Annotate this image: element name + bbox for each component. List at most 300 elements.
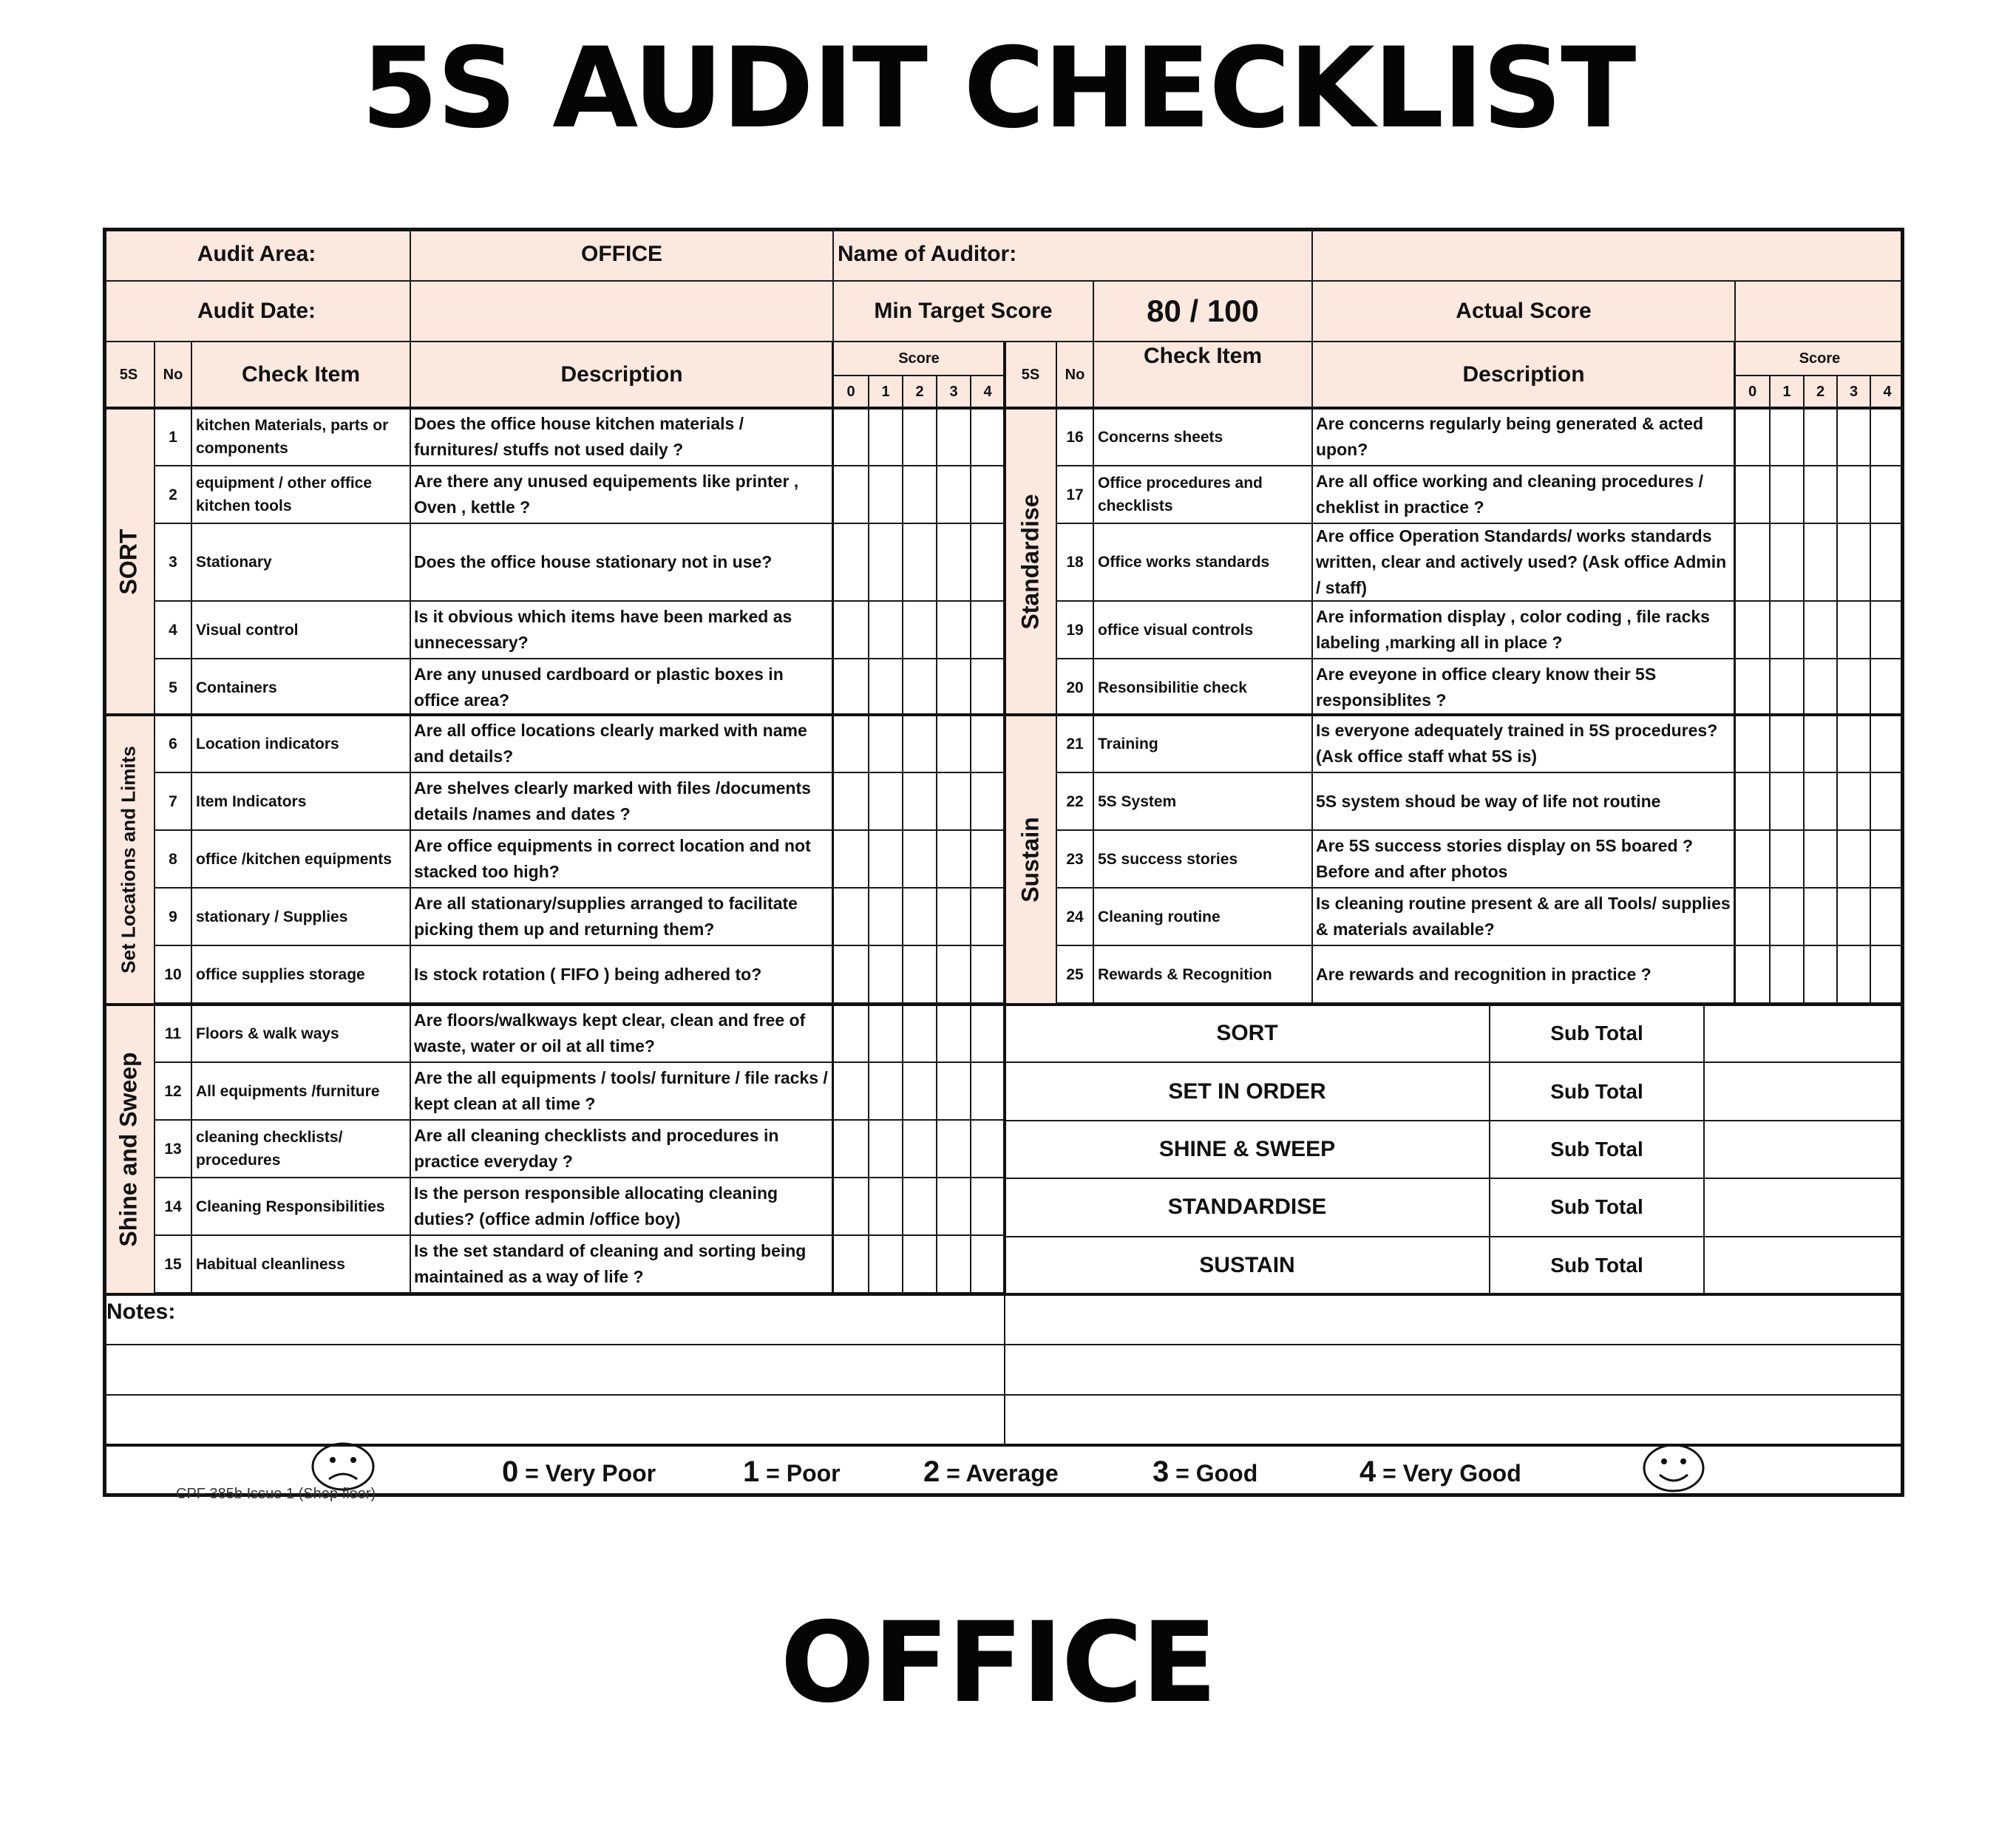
- check-item: [191, 945, 410, 1003]
- check-item: [191, 659, 410, 716]
- check-item: [191, 715, 410, 772]
- item-description-text: Are the all equipments / tools/ furniture / file racks / kept clean at all time ?: [414, 1068, 828, 1113]
- item-description-text: Are concerns regularly being generated & acted upon?: [1316, 414, 1704, 459]
- score-cell-3[interactable]: [1837, 888, 1870, 945]
- form-code: CPF 385b Issue 1 (Shop floor): [176, 1486, 376, 1502]
- score-cell-0[interactable]: [1735, 659, 1770, 716]
- item-no: [1056, 408, 1093, 466]
- check-item: [191, 830, 410, 888]
- subtotal-section: [1005, 1121, 1490, 1178]
- notes-row-1-right[interactable]: [1005, 1294, 1904, 1345]
- score-level-1-right: 1: [1770, 376, 1804, 408]
- item-description-text: Is the person responsible allocating cleaning duties? (office admin /office boy): [414, 1183, 778, 1229]
- score-cell-2[interactable]: [903, 945, 937, 1003]
- audit-date-label: Audit Date:: [103, 281, 410, 342]
- score-cell-0[interactable]: [1735, 830, 1770, 888]
- check-item: [1093, 830, 1312, 888]
- item-description-text: Are information display , color coding , file racks labeling ,marking all in place ?: [1316, 607, 1710, 652]
- subtotal-section: [1005, 1178, 1490, 1236]
- item-no-text: 12: [164, 1082, 182, 1100]
- score-cell-2[interactable]: [903, 1005, 937, 1062]
- check-item-text: Location indicators: [196, 735, 339, 753]
- section-label: SORT: [115, 529, 142, 594]
- score-cell-3[interactable]: [937, 1235, 971, 1293]
- score-cell-1[interactable]: [869, 601, 903, 659]
- score-cell-2[interactable]: [903, 830, 937, 888]
- score-cell-4[interactable]: [971, 1235, 1005, 1293]
- score-cell-0[interactable]: [1735, 888, 1770, 945]
- section-sort: [103, 408, 155, 715]
- item-description: [410, 772, 833, 830]
- score-cell-4[interactable]: [1870, 715, 1904, 772]
- item-no-text: 18: [1066, 554, 1084, 571]
- item-no-text: 21: [1066, 735, 1084, 753]
- score-cell-1[interactable]: [869, 1062, 903, 1120]
- score-cell-0[interactable]: [833, 1235, 869, 1293]
- subtotal-label: [1490, 1121, 1704, 1178]
- item-no-text: 10: [164, 965, 182, 983]
- score-cell-0[interactable]: [1735, 772, 1770, 830]
- item-description-text: Are all office working and cleaning procedures / cheklist in practice ?: [1316, 472, 1704, 517]
- check-item-text: kitchen Materials, parts or components: [196, 417, 389, 457]
- score-cell-2[interactable]: [903, 466, 937, 523]
- subtotal-value[interactable]: [1704, 1005, 1904, 1062]
- score-cell-3[interactable]: [937, 715, 971, 772]
- score-cell-0[interactable]: [1735, 408, 1770, 466]
- score-cell-3[interactable]: [937, 772, 971, 830]
- check-item-text: office visual controls: [1098, 621, 1254, 639]
- score-cell-0[interactable]: [833, 1120, 869, 1178]
- score-cell-0[interactable]: [833, 830, 869, 888]
- check-item: [1093, 945, 1312, 1003]
- score-cell-1[interactable]: [869, 945, 903, 1003]
- score-cell-4[interactable]: [971, 466, 1005, 523]
- score-cell-3[interactable]: [1837, 523, 1870, 601]
- subtotal-section-text: STANDARDISE: [1167, 1195, 1327, 1220]
- check-item: [191, 1005, 410, 1062]
- item-description: [1312, 772, 1735, 830]
- score-cell-0[interactable]: [833, 945, 869, 1003]
- score-cell-1[interactable]: [869, 408, 903, 466]
- item-description-text: Are there any unused equipements like printer , Oven , kettle ?: [414, 472, 799, 517]
- score-cell-3[interactable]: [937, 659, 971, 716]
- check-item-text: Concerns sheets: [1098, 428, 1223, 446]
- score-cell-2[interactable]: [1804, 772, 1837, 830]
- auditor-label: Name of Auditor:: [833, 228, 1312, 281]
- item-no: [155, 1178, 191, 1235]
- score-level-0-right: 0: [1735, 376, 1770, 408]
- score-cell-2[interactable]: [903, 715, 937, 772]
- score-cell-1[interactable]: [1770, 523, 1804, 601]
- score-cell-4[interactable]: [971, 945, 1005, 1003]
- item-description: [410, 888, 833, 945]
- item-no: [155, 715, 191, 772]
- check-item-text: Cleaning routine: [1098, 908, 1221, 925]
- item-description-text: Are 5S success stories display on 5S boared ? Before and after photos: [1316, 836, 1694, 881]
- subtotal-section-text: SHINE & SWEEP: [1158, 1136, 1336, 1161]
- item-no: [1056, 659, 1093, 716]
- score-cell-0[interactable]: [833, 408, 869, 466]
- section-sustain: [1005, 715, 1056, 1005]
- score-level-0-left: 0: [833, 376, 869, 408]
- item-description: [410, 601, 833, 659]
- item-no-text: 24: [1066, 908, 1084, 925]
- score-cell-4[interactable]: [1870, 408, 1904, 466]
- score-cell-1[interactable]: [1770, 888, 1804, 945]
- score-cell-1[interactable]: [1770, 408, 1804, 466]
- score-cell-1[interactable]: [1770, 945, 1804, 1003]
- score-cell-2[interactable]: [1804, 601, 1837, 659]
- item-description: [410, 1062, 833, 1120]
- score-cell-1[interactable]: [1770, 830, 1804, 888]
- score-cell-4[interactable]: [971, 601, 1005, 659]
- item-no: [1056, 715, 1093, 772]
- score-cell-1[interactable]: [869, 1005, 903, 1062]
- score-cell-0[interactable]: [833, 523, 869, 601]
- item-description: [1312, 888, 1735, 945]
- score-cell-1[interactable]: [1770, 601, 1804, 659]
- check-item-text: Stationary: [196, 554, 272, 571]
- score-cell-4[interactable]: [1870, 945, 1904, 1003]
- item-description-text: Are all cleaning checklists and procedures in practice everyday ?: [414, 1126, 779, 1171]
- check-item: [191, 408, 410, 466]
- score-level-3-left: 3: [937, 376, 971, 408]
- score-cell-1[interactable]: [869, 1120, 903, 1178]
- item-no-text: 6: [169, 735, 177, 753]
- subtotal-section-text: SET IN ORDER: [1168, 1078, 1326, 1104]
- item-description: [410, 830, 833, 888]
- subtotal-section: [1005, 1062, 1490, 1120]
- score-cell-4[interactable]: [1870, 659, 1904, 716]
- notes-row-1-left[interactable]: [103, 1294, 1005, 1345]
- score-cell-3[interactable]: [937, 888, 971, 945]
- score-cell-3[interactable]: [1837, 659, 1870, 716]
- score-cell-2[interactable]: [1804, 659, 1837, 716]
- score-cell-0[interactable]: [833, 1005, 869, 1062]
- subtotal-label: [1490, 1178, 1704, 1236]
- subtotal-section: [1005, 1005, 1490, 1062]
- legend-3: 3 = Good: [1153, 1455, 1258, 1488]
- notes-row-3-left[interactable]: [103, 1395, 1005, 1445]
- item-no-text: 1: [169, 428, 177, 446]
- section-set-locations: [103, 715, 155, 1005]
- item-no-text: 15: [164, 1255, 182, 1273]
- score-cell-4[interactable]: [971, 1178, 1005, 1235]
- check-item: [1093, 659, 1312, 716]
- score-cell-0[interactable]: [833, 601, 869, 659]
- score-cell-4[interactable]: [971, 772, 1005, 830]
- score-level-2-left: 2: [903, 376, 937, 408]
- notes-row-2-right[interactable]: [1005, 1345, 1904, 1395]
- score-cell-3[interactable]: [937, 408, 971, 466]
- item-description: [1312, 601, 1735, 659]
- check-item-text: equipment / other office kitchen tools: [196, 475, 373, 514]
- score-level-3-right: 3: [1837, 376, 1870, 408]
- score-level-2-right: 2: [1804, 376, 1837, 408]
- score-cell-2[interactable]: [1804, 408, 1837, 466]
- check-item-text: 5S success stories: [1098, 850, 1238, 868]
- col-score-left: Score: [833, 342, 1005, 376]
- score-cell-3[interactable]: [1837, 945, 1870, 1003]
- score-cell-4[interactable]: [971, 523, 1005, 601]
- score-cell-0[interactable]: [833, 659, 869, 716]
- item-no: [155, 1235, 191, 1293]
- check-item-text: Habitual cleanliness: [196, 1255, 345, 1273]
- score-level-4-left: 4: [971, 376, 1005, 408]
- score-cell-0[interactable]: [1735, 466, 1770, 523]
- subtotal-section: [1005, 1237, 1490, 1294]
- score-cell-1[interactable]: [869, 888, 903, 945]
- score-cell-3[interactable]: [937, 466, 971, 523]
- check-item-text: office /kitchen equipments: [196, 850, 392, 868]
- check-item-text: stationary / Supplies: [196, 908, 348, 925]
- score-cell-0[interactable]: [833, 715, 869, 772]
- check-item-text: Cleaning Responsibilities: [196, 1198, 385, 1215]
- score-cell-2[interactable]: [903, 408, 937, 466]
- score-cell-3[interactable]: [1837, 830, 1870, 888]
- score-cell-0[interactable]: [833, 888, 869, 945]
- actual-score-label: Actual Score: [1312, 281, 1735, 342]
- score-cell-3[interactable]: [937, 601, 971, 659]
- check-item-text: Item Indicators: [196, 792, 307, 810]
- item-description: [410, 523, 833, 601]
- item-no-text: 23: [1066, 850, 1084, 868]
- check-item: [1093, 466, 1312, 523]
- score-cell-2[interactable]: [1804, 830, 1837, 888]
- score-cell-4[interactable]: [1870, 772, 1904, 830]
- subtotal-label-text: Sub Total: [1550, 1253, 1643, 1277]
- page-title: 5S AUDIT CHECKLIST: [361, 24, 1635, 153]
- score-cell-2[interactable]: [1804, 888, 1837, 945]
- score-cell-1[interactable]: [869, 1178, 903, 1235]
- item-description: [1312, 523, 1735, 601]
- section-label: Standardise: [1016, 493, 1044, 630]
- score-cell-1[interactable]: [1770, 466, 1804, 523]
- score-cell-2[interactable]: [1804, 523, 1837, 601]
- score-cell-4[interactable]: [1870, 523, 1904, 601]
- col-score-right: Score: [1735, 342, 1904, 376]
- audit-area-label: Audit Area:: [103, 228, 410, 281]
- score-cell-2[interactable]: [903, 1178, 937, 1235]
- item-description-text: Are all stationary/supplies arranged to facilitate picking them up and returning them?: [414, 894, 798, 939]
- score-cell-4[interactable]: [971, 408, 1005, 466]
- item-no-text: 5: [169, 679, 177, 696]
- score-cell-1[interactable]: [869, 715, 903, 772]
- subtotal-value[interactable]: [1704, 1178, 1904, 1236]
- item-description: [410, 466, 833, 523]
- item-no: [155, 772, 191, 830]
- score-cell-1[interactable]: [869, 830, 903, 888]
- check-item-text: All equipments /furniture: [196, 1082, 380, 1100]
- score-cell-1[interactable]: [1770, 715, 1804, 772]
- score-cell-0[interactable]: [833, 1062, 869, 1120]
- notes-row-3-right[interactable]: [1005, 1395, 1904, 1445]
- score-cell-4[interactable]: [971, 659, 1005, 716]
- subtotal-section-text: SUSTAIN: [1199, 1252, 1295, 1277]
- check-item-text: Office works standards: [1098, 554, 1270, 571]
- score-cell-3[interactable]: [937, 523, 971, 601]
- item-description-text: Does the office house kitchen materials / furnitures/ stuffs not used daily ?: [414, 414, 744, 459]
- score-cell-3[interactable]: [937, 1062, 971, 1120]
- check-item-text: Rewards & Recognition: [1098, 965, 1272, 983]
- score-cell-1[interactable]: [1770, 659, 1804, 716]
- item-description-text: Is stock rotation ( FIFO ) being adhered to?: [414, 964, 762, 984]
- check-item-text: cleaning checklists/ procedures: [196, 1129, 343, 1169]
- item-description: [1312, 466, 1735, 523]
- score-cell-0[interactable]: [833, 466, 869, 523]
- subtotal-value[interactable]: [1704, 1237, 1904, 1294]
- audit-area-value[interactable]: OFFICE: [410, 228, 833, 281]
- check-item-text: Resonsibilitie check: [1098, 679, 1247, 696]
- section-label: Sustain: [1016, 817, 1044, 903]
- check-item: [1093, 772, 1312, 830]
- item-description: [410, 715, 833, 772]
- score-cell-4[interactable]: [1870, 601, 1904, 659]
- item-no: [155, 1005, 191, 1062]
- item-description: [410, 1005, 833, 1062]
- score-cell-3[interactable]: [1837, 772, 1870, 830]
- score-cell-3[interactable]: [1837, 408, 1870, 466]
- score-cell-3[interactable]: [1837, 466, 1870, 523]
- check-item: [191, 1120, 410, 1178]
- score-cell-2[interactable]: [903, 523, 937, 601]
- subtotal-value[interactable]: [1704, 1121, 1904, 1178]
- item-description-text: Are any unused cardboard or plastic boxes in office area?: [414, 665, 784, 710]
- subtotal-label: [1490, 1062, 1704, 1120]
- item-no-text: 14: [164, 1198, 182, 1215]
- score-cell-1[interactable]: [869, 659, 903, 716]
- check-item-text: office supplies storage: [196, 965, 365, 983]
- score-cell-4[interactable]: [1870, 830, 1904, 888]
- min-target-label: Min Target Score: [833, 281, 1093, 342]
- col-check-item-right: Check Item: [1093, 342, 1312, 408]
- auditor-value[interactable]: [1312, 228, 1904, 281]
- score-cell-3[interactable]: [937, 945, 971, 1003]
- item-description: [1312, 830, 1735, 888]
- item-no-text: 13: [164, 1140, 182, 1158]
- check-item: [1093, 408, 1312, 466]
- score-cell-0[interactable]: [1735, 945, 1770, 1003]
- score-cell-3[interactable]: [937, 830, 971, 888]
- score-cell-2[interactable]: [903, 659, 937, 716]
- score-cell-4[interactable]: [971, 1005, 1005, 1062]
- score-cell-4[interactable]: [971, 888, 1005, 945]
- audit-date-value[interactable]: [410, 281, 833, 342]
- score-cell-4[interactable]: [1870, 466, 1904, 523]
- score-cell-1[interactable]: [869, 772, 903, 830]
- check-item: [1093, 523, 1312, 601]
- actual-score-value[interactable]: [1735, 281, 1904, 342]
- item-description: [410, 1235, 833, 1293]
- score-cell-0[interactable]: [833, 1178, 869, 1235]
- score-cell-2[interactable]: [903, 601, 937, 659]
- item-description: [1312, 659, 1735, 716]
- score-cell-2[interactable]: [903, 888, 937, 945]
- score-cell-4[interactable]: [971, 1062, 1005, 1120]
- item-no: [155, 601, 191, 659]
- item-description-text: Is cleaning routine present & are all Tools/ supplies & materials available?: [1316, 894, 1731, 939]
- check-item-text: Visual control: [196, 621, 299, 639]
- score-cell-3[interactable]: [1837, 715, 1870, 772]
- check-item: [191, 466, 410, 523]
- score-cell-3[interactable]: [937, 1178, 971, 1235]
- item-no-text: 9: [169, 908, 177, 925]
- score-level-1-left: 1: [869, 376, 903, 408]
- section-label: Set Locations and Limits: [117, 746, 140, 974]
- check-item: [191, 888, 410, 945]
- score-cell-2[interactable]: [1804, 945, 1837, 1003]
- item-description: [1312, 715, 1735, 772]
- score-cell-2[interactable]: [903, 1120, 937, 1178]
- score-cell-4[interactable]: [971, 830, 1005, 888]
- score-cell-0[interactable]: [1735, 601, 1770, 659]
- score-cell-2[interactable]: [1804, 715, 1837, 772]
- item-no: [155, 1120, 191, 1178]
- score-cell-1[interactable]: [869, 466, 903, 523]
- score-cell-1[interactable]: [1770, 772, 1804, 830]
- subtotal-value[interactable]: [1704, 1062, 1904, 1120]
- check-item: [191, 1062, 410, 1120]
- check-item: [191, 1178, 410, 1235]
- item-description-text: Are shelves clearly marked with files /documents details /names and dates ?: [414, 778, 811, 823]
- item-no: [155, 408, 191, 466]
- score-cell-0[interactable]: [1735, 523, 1770, 601]
- audit-checklist-form: [103, 228, 1904, 1502]
- check-item: [191, 601, 410, 659]
- score-cell-4[interactable]: [971, 1120, 1005, 1178]
- happy-face-icon: [1640, 1442, 1707, 1494]
- item-description: [410, 1120, 833, 1178]
- min-target-value: 80 / 100: [1093, 281, 1312, 342]
- score-cell-4[interactable]: [971, 715, 1005, 772]
- item-description: [410, 408, 833, 466]
- score-cell-3[interactable]: [1837, 601, 1870, 659]
- item-no-text: 25: [1066, 965, 1084, 983]
- item-description: [1312, 945, 1735, 1003]
- item-no: [155, 888, 191, 945]
- item-no-text: 3: [169, 554, 177, 571]
- check-item: [191, 523, 410, 601]
- score-cell-0[interactable]: [1735, 715, 1770, 772]
- score-cell-3[interactable]: [937, 1005, 971, 1062]
- page-subtitle: OFFICE: [780, 1599, 1216, 1728]
- score-cell-4[interactable]: [1870, 888, 1904, 945]
- score-cell-3[interactable]: [937, 1120, 971, 1178]
- legend-1: 1 = Poor: [743, 1455, 841, 1488]
- score-cell-2[interactable]: [903, 772, 937, 830]
- item-no-text: 7: [169, 792, 177, 810]
- notes-row-2-left[interactable]: [103, 1345, 1005, 1395]
- score-cell-0[interactable]: [833, 772, 869, 830]
- score-cell-2[interactable]: [903, 1062, 937, 1120]
- check-item-text: 5S System: [1098, 792, 1177, 810]
- score-cell-1[interactable]: [869, 523, 903, 601]
- subtotal-section-text: SORT: [1216, 1021, 1278, 1046]
- item-description: [410, 945, 833, 1003]
- check-item-text: Containers: [196, 679, 277, 696]
- item-description-text: Are eveyone in office cleary know their 5S responsiblites ?: [1316, 665, 1657, 710]
- score-cell-2[interactable]: [1804, 466, 1837, 523]
- item-no-text: 8: [169, 850, 177, 868]
- subtotal-label-text: Sub Total: [1550, 1022, 1643, 1045]
- score-cell-1[interactable]: [869, 1235, 903, 1293]
- col-no-left: No: [155, 342, 191, 408]
- col-no-right: No: [1056, 342, 1093, 408]
- score-level-4-right: 4: [1870, 376, 1904, 408]
- check-item-text: Office procedures and checklists: [1098, 475, 1263, 514]
- score-cell-2[interactable]: [903, 1235, 937, 1293]
- item-description: [1312, 408, 1735, 466]
